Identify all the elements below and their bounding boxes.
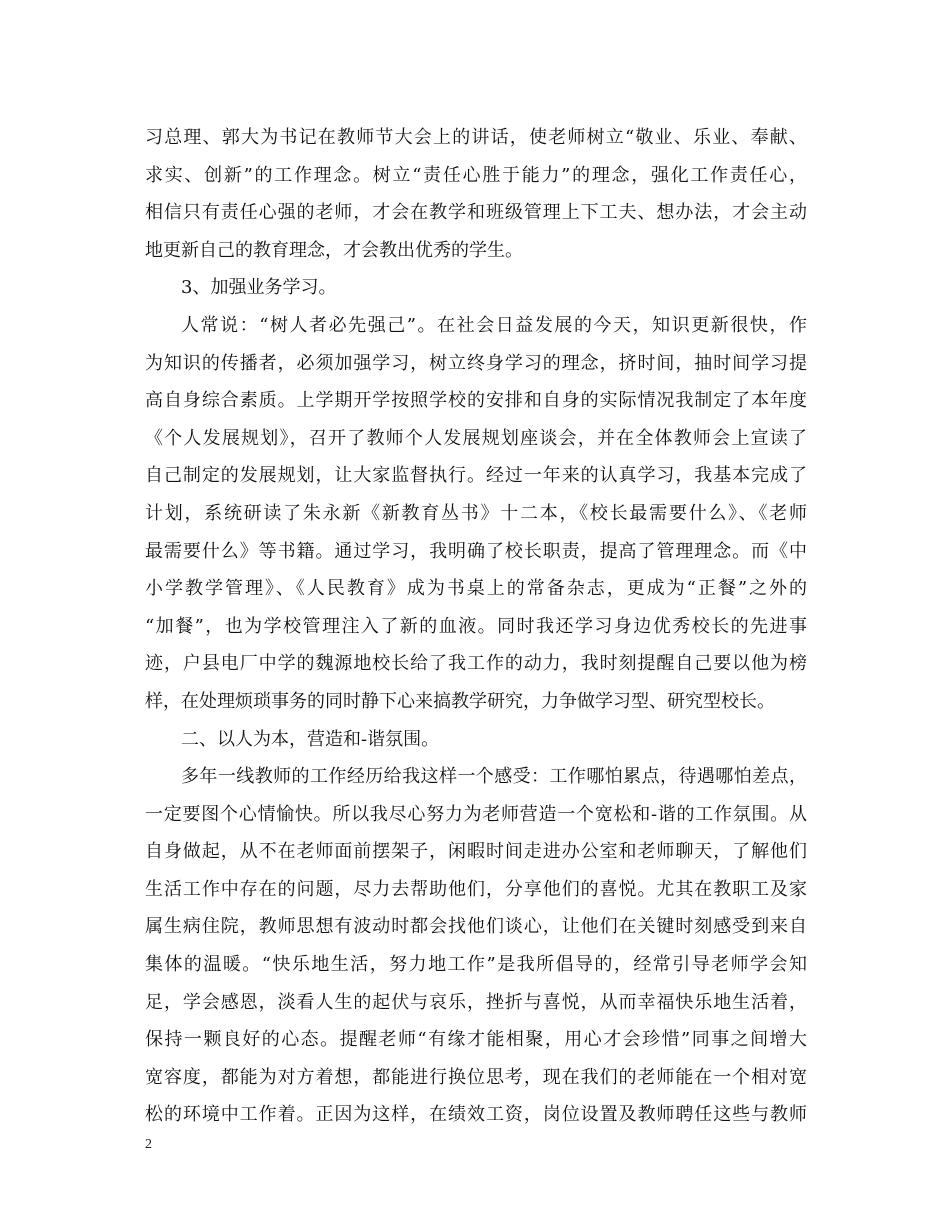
- text-line: 足，学会感恩，淡看人生的起伏与哀乐，挫折与喜悦，从而幸福快乐地生活着，: [145, 991, 807, 1013]
- text-line: 最需要什么》等书籍。通过学习，我明确了校长职责，提高了管理理念。而《中: [145, 540, 807, 562]
- text-line: 生活工作中存在的问题，尽力去帮助他们，分享他们的喜悦。尤其在教职工及家: [145, 878, 807, 900]
- text-line: 《个人发展规划》，召开了教师个人发展规划座谈会，并在全体教师会上宣读了: [145, 427, 807, 449]
- text-line: 保持一颗良好的心态。提醒老师“有缘才能相聚，用心才会珍惜”同事之间增大: [145, 1029, 807, 1051]
- text-line: 人常说：“树人者必先强己”。在社会日益发展的今天，知识更新很快，作: [181, 314, 807, 336]
- text-line: 迹，户县电厂中学的魏源地校长给了我工作的动力，我时刻提醒自己要以他为榜: [145, 653, 807, 675]
- page-number: 2: [145, 1137, 152, 1152]
- text-line: “加餐”，也为学校管理注入了新的血液。同时我还学习身边优秀校长的先进事: [145, 615, 807, 637]
- text-line: 样，在处理烦琐事务的同时静下心来搞教学研究，力争做学习型、研究型校长。: [145, 690, 775, 712]
- text-line: 自身做起，从不在老师面前摆架子，闲暇时间走进办公室和老师聊天，了解他们: [145, 841, 807, 863]
- text-line: 3、加强业务学习。: [181, 277, 337, 299]
- text-line: 习总理、郭大为书记在教师节大会上的讲话，使老师树立“敬业、乐业、奉献、: [145, 127, 807, 148]
- text-line: 松的环境中工作着。正因为这样，在绩效工资，岗位设置及教师聘任这些与教师: [145, 1104, 807, 1126]
- text-line: 地更新自己的教育理念，才会教出优秀的学生。: [145, 239, 523, 261]
- text-line: 为知识的传播者，必须加强学习，树立终身学习的理念，挤时间，抽时间学习提: [145, 352, 807, 374]
- body-text: [145, 119, 807, 1134]
- text-line: 多年一线教师的工作经历给我这样一个感受：工作哪怕累点，待遇哪怕差点，: [181, 766, 807, 788]
- text-line: 一定要图个心情愉快。所以我尽心努力为老师营造一个宽松和-谐的工作氛围。从: [145, 803, 807, 825]
- text-line: 自己制定的发展规划，让大家监督执行。经过一年来的认真学习，我基本完成了: [145, 465, 807, 487]
- text-line: 属生病住院，教师思想有波动时都会找他们谈心，让他们在关键时刻感受到来自: [145, 916, 807, 938]
- text-line: 相信只有责任心强的老师，才会在教学和班级管理上下工夫、想办法，才会主动: [145, 202, 807, 224]
- text-line: 集体的温暖。“快乐地生活，努力地工作”是我所倡导的，经常引导老师学会知: [145, 954, 807, 976]
- text-line: 小学教学管理》、《人民教育》成为书桌上的常备杂志，更成为“正餐”之外的: [145, 578, 807, 600]
- text-line: 宽容度，都能为对方着想，都能进行换位思考，现在我们的老师能在一个相对宽: [145, 1066, 807, 1088]
- text-line: 计划，系统研读了朱永新《新教育丛书》十二本，《校长最需要什么》、《老师: [145, 502, 807, 524]
- text-line: 高自身综合素质。上学期开学按照学校的安排和自身的实际情况我制定了本年度: [145, 390, 807, 412]
- text-line: 二、以人为本，营造和-谐氛围。: [181, 728, 440, 750]
- text-line: 求实、创新”的工作理念。树立“责任心胜于能力”的理念，强化工作责任心，: [145, 164, 807, 186]
